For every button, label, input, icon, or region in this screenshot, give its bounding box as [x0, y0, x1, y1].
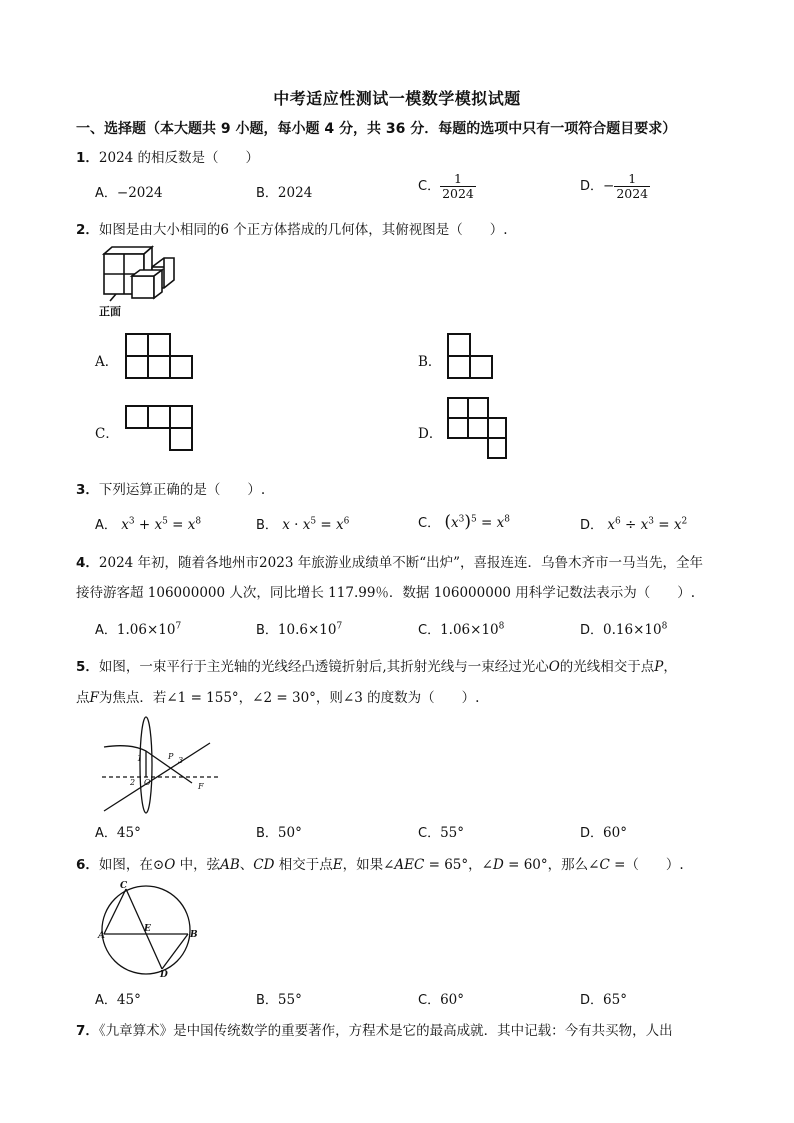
option-label: A． — [95, 826, 117, 841]
option-label: D． — [580, 518, 604, 533]
q1-option-c[interactable] — [418, 172, 476, 201]
q5-option-c[interactable] — [418, 822, 464, 841]
question-text-line2: 为焦点．若 — [98, 690, 167, 706]
q5-option-a[interactable] — [95, 822, 141, 841]
cube-stack-figure — [96, 244, 186, 304]
svg-text:C: C — [120, 881, 128, 891]
q2-option-c-label[interactable]: C． — [95, 426, 119, 442]
question-number: 5． — [76, 659, 99, 675]
q5-option-b[interactable] — [256, 822, 302, 841]
question-1 — [76, 146, 259, 166]
option-label: A． — [95, 993, 117, 1008]
question-text: 如图是由大小相同的6 个正方体搭成的几何体，其俯视图是（ ）. — [98, 222, 508, 238]
q2-option-d-label[interactable]: D． — [418, 426, 443, 442]
option-text: 60° — [440, 992, 465, 1008]
q6-option-d[interactable] — [580, 989, 627, 1008]
option-label: A． — [95, 623, 117, 638]
question-2 — [76, 218, 508, 238]
svg-text:B: B — [190, 930, 198, 940]
numerator: 1 — [454, 171, 462, 186]
question-5: 5．如图，一束平行于主光轴的光线经凸透镜折射后,其折射光线与一束经过光心O的光线相交于点P， — [76, 659, 677, 675]
option-label: B． — [256, 826, 278, 841]
option-text: 55° — [277, 992, 302, 1008]
lens-diagram — [100, 713, 220, 813]
question-4 — [76, 551, 703, 571]
q2-option-a-label[interactable]: A． — [95, 354, 119, 370]
option-text: 45° — [116, 825, 141, 841]
option-label: B． — [256, 518, 278, 533]
fraction — [440, 172, 476, 201]
question-number: 1． — [76, 150, 99, 166]
question-text-line1: 2024 年初，随着各地州市2023 年旅游业成绩单不断“出炉”，喜报连连．乌鲁木齐市一马当先，全年 — [98, 555, 704, 571]
q6-option-a[interactable] — [95, 989, 141, 1008]
option-label: C． — [418, 623, 441, 638]
svg-text:D: D — [160, 970, 168, 980]
q3-option-b[interactable]: B． $x \cdot x^5 = x^6$ — [256, 516, 350, 533]
front-label: 正面 — [99, 305, 121, 318]
page-title: 中考适应性测试一模数学模拟试题 — [273, 89, 521, 108]
q5-option-d[interactable] — [580, 822, 627, 841]
q1-option-a[interactable] — [95, 182, 163, 201]
option-text: 55° — [440, 825, 465, 841]
q1-option-d[interactable] — [580, 172, 650, 201]
svg-text:O: O — [144, 778, 151, 787]
q2-option-a-figure[interactable] — [124, 332, 194, 382]
svg-text:F: F — [198, 782, 204, 791]
svg-text:2: 2 — [130, 778, 136, 787]
q4-option-d[interactable]: D．$0.16\times 10^8$ — [580, 621, 668, 638]
question-text: 《九章算术》是中国传统数学的重要著作，方程术是它的最高成就．其中记载：今有共买物，人出 — [98, 1023, 673, 1039]
option-text: 2024 — [277, 185, 313, 201]
q3-option-c[interactable]: C． $(x^3)^5 = x^8$ — [418, 512, 511, 532]
svg-text:P: P — [168, 752, 174, 761]
option-label: A． — [95, 186, 117, 201]
question-text: 2024 的相反数是（ ） — [98, 150, 260, 166]
q4-option-b[interactable]: B．$10.6\times 10^7$ — [256, 621, 343, 638]
q2-option-d-figure[interactable] — [446, 394, 508, 462]
q2-option-c-figure[interactable] — [124, 404, 196, 456]
q2-option-b-label[interactable]: B． — [418, 354, 442, 370]
option-label: D． — [580, 623, 604, 638]
option-text: 45° — [116, 992, 141, 1008]
question-4-line2: 接待游客超 106000000 人次，同比增长 117.99％．数据 106000000 用科学记数法表示为（ ）. — [76, 585, 696, 601]
option-label: A． — [95, 518, 117, 533]
question-text-line1: 如图，一束平行于主光轴的光线经凸透镜折射后,其折射光线与一束经过光心 — [98, 659, 549, 675]
numerator: 1 — [628, 171, 637, 186]
fraction — [614, 172, 650, 201]
question-number: 6． — [76, 857, 99, 873]
option-label: D． — [580, 179, 604, 194]
question-number: 7． — [76, 1023, 99, 1039]
q1-option-b[interactable] — [256, 182, 312, 201]
option-text: 60° — [603, 825, 627, 841]
svg-text:E: E — [144, 924, 151, 934]
option-text: −2024 — [116, 185, 163, 201]
circle-diagram — [98, 880, 198, 978]
option-label: B． — [256, 993, 278, 1008]
option-label: B． — [256, 623, 278, 638]
question-5-line2: 点F为焦点．若∠1 = 155°，∠2 = 30°，则∠3 的度数为（ ）. — [76, 690, 480, 706]
question-text: 如图，在⊙ — [98, 857, 165, 873]
option-label: C． — [418, 179, 441, 194]
q4-option-a[interactable]: A．$1.06\times 10^7$ — [95, 621, 182, 638]
option-label: D． — [580, 826, 604, 841]
denominator: 2024 — [616, 186, 649, 201]
q3-option-a[interactable]: A． $x^3 + x^5 = x^8$ — [95, 516, 202, 533]
option-label: B． — [256, 186, 278, 201]
svg-text:A: A — [98, 931, 105, 941]
option-label: D． — [580, 993, 604, 1008]
q2-option-b-figure[interactable] — [446, 332, 496, 382]
q3-option-d[interactable]: D． $x^6 \div x^3 = x^2$ — [580, 516, 688, 533]
section-heading: 一、选择题（本大题共 9 小题，每小题 4 分，共 36 分．每题的选项中只有一项符合题目要求） — [76, 121, 677, 137]
q6-option-c[interactable] — [418, 989, 464, 1008]
question-3 — [76, 478, 265, 498]
option-label: C． — [418, 516, 441, 531]
svg-text:3: 3 — [178, 756, 184, 765]
svg-text:1: 1 — [137, 754, 143, 763]
option-label: C． — [418, 993, 441, 1008]
option-text: 50° — [277, 825, 302, 841]
minus-sign: − — [603, 178, 615, 194]
option-text: 65° — [603, 992, 627, 1008]
question-text: 下列运算正确的是（ ）. — [98, 482, 266, 498]
question-number: 3． — [76, 482, 99, 498]
question-6: 6．如图，在⊙O 中，弦AB、CD 相交于点E，如果∠AEC = 65°，∠D = 60°，那么∠C =（ ）. — [76, 857, 684, 873]
q4-option-c[interactable]: C．$1.06\times 10^8$ — [418, 621, 505, 638]
q6-option-b[interactable] — [256, 989, 302, 1008]
denominator: 2024 — [442, 186, 474, 201]
question-number: 4． — [76, 555, 99, 571]
question-number: 2． — [76, 222, 99, 238]
question-7 — [76, 1019, 673, 1039]
question-text-tail: 的光线相交于点 — [559, 659, 655, 675]
option-label: C． — [418, 826, 441, 841]
